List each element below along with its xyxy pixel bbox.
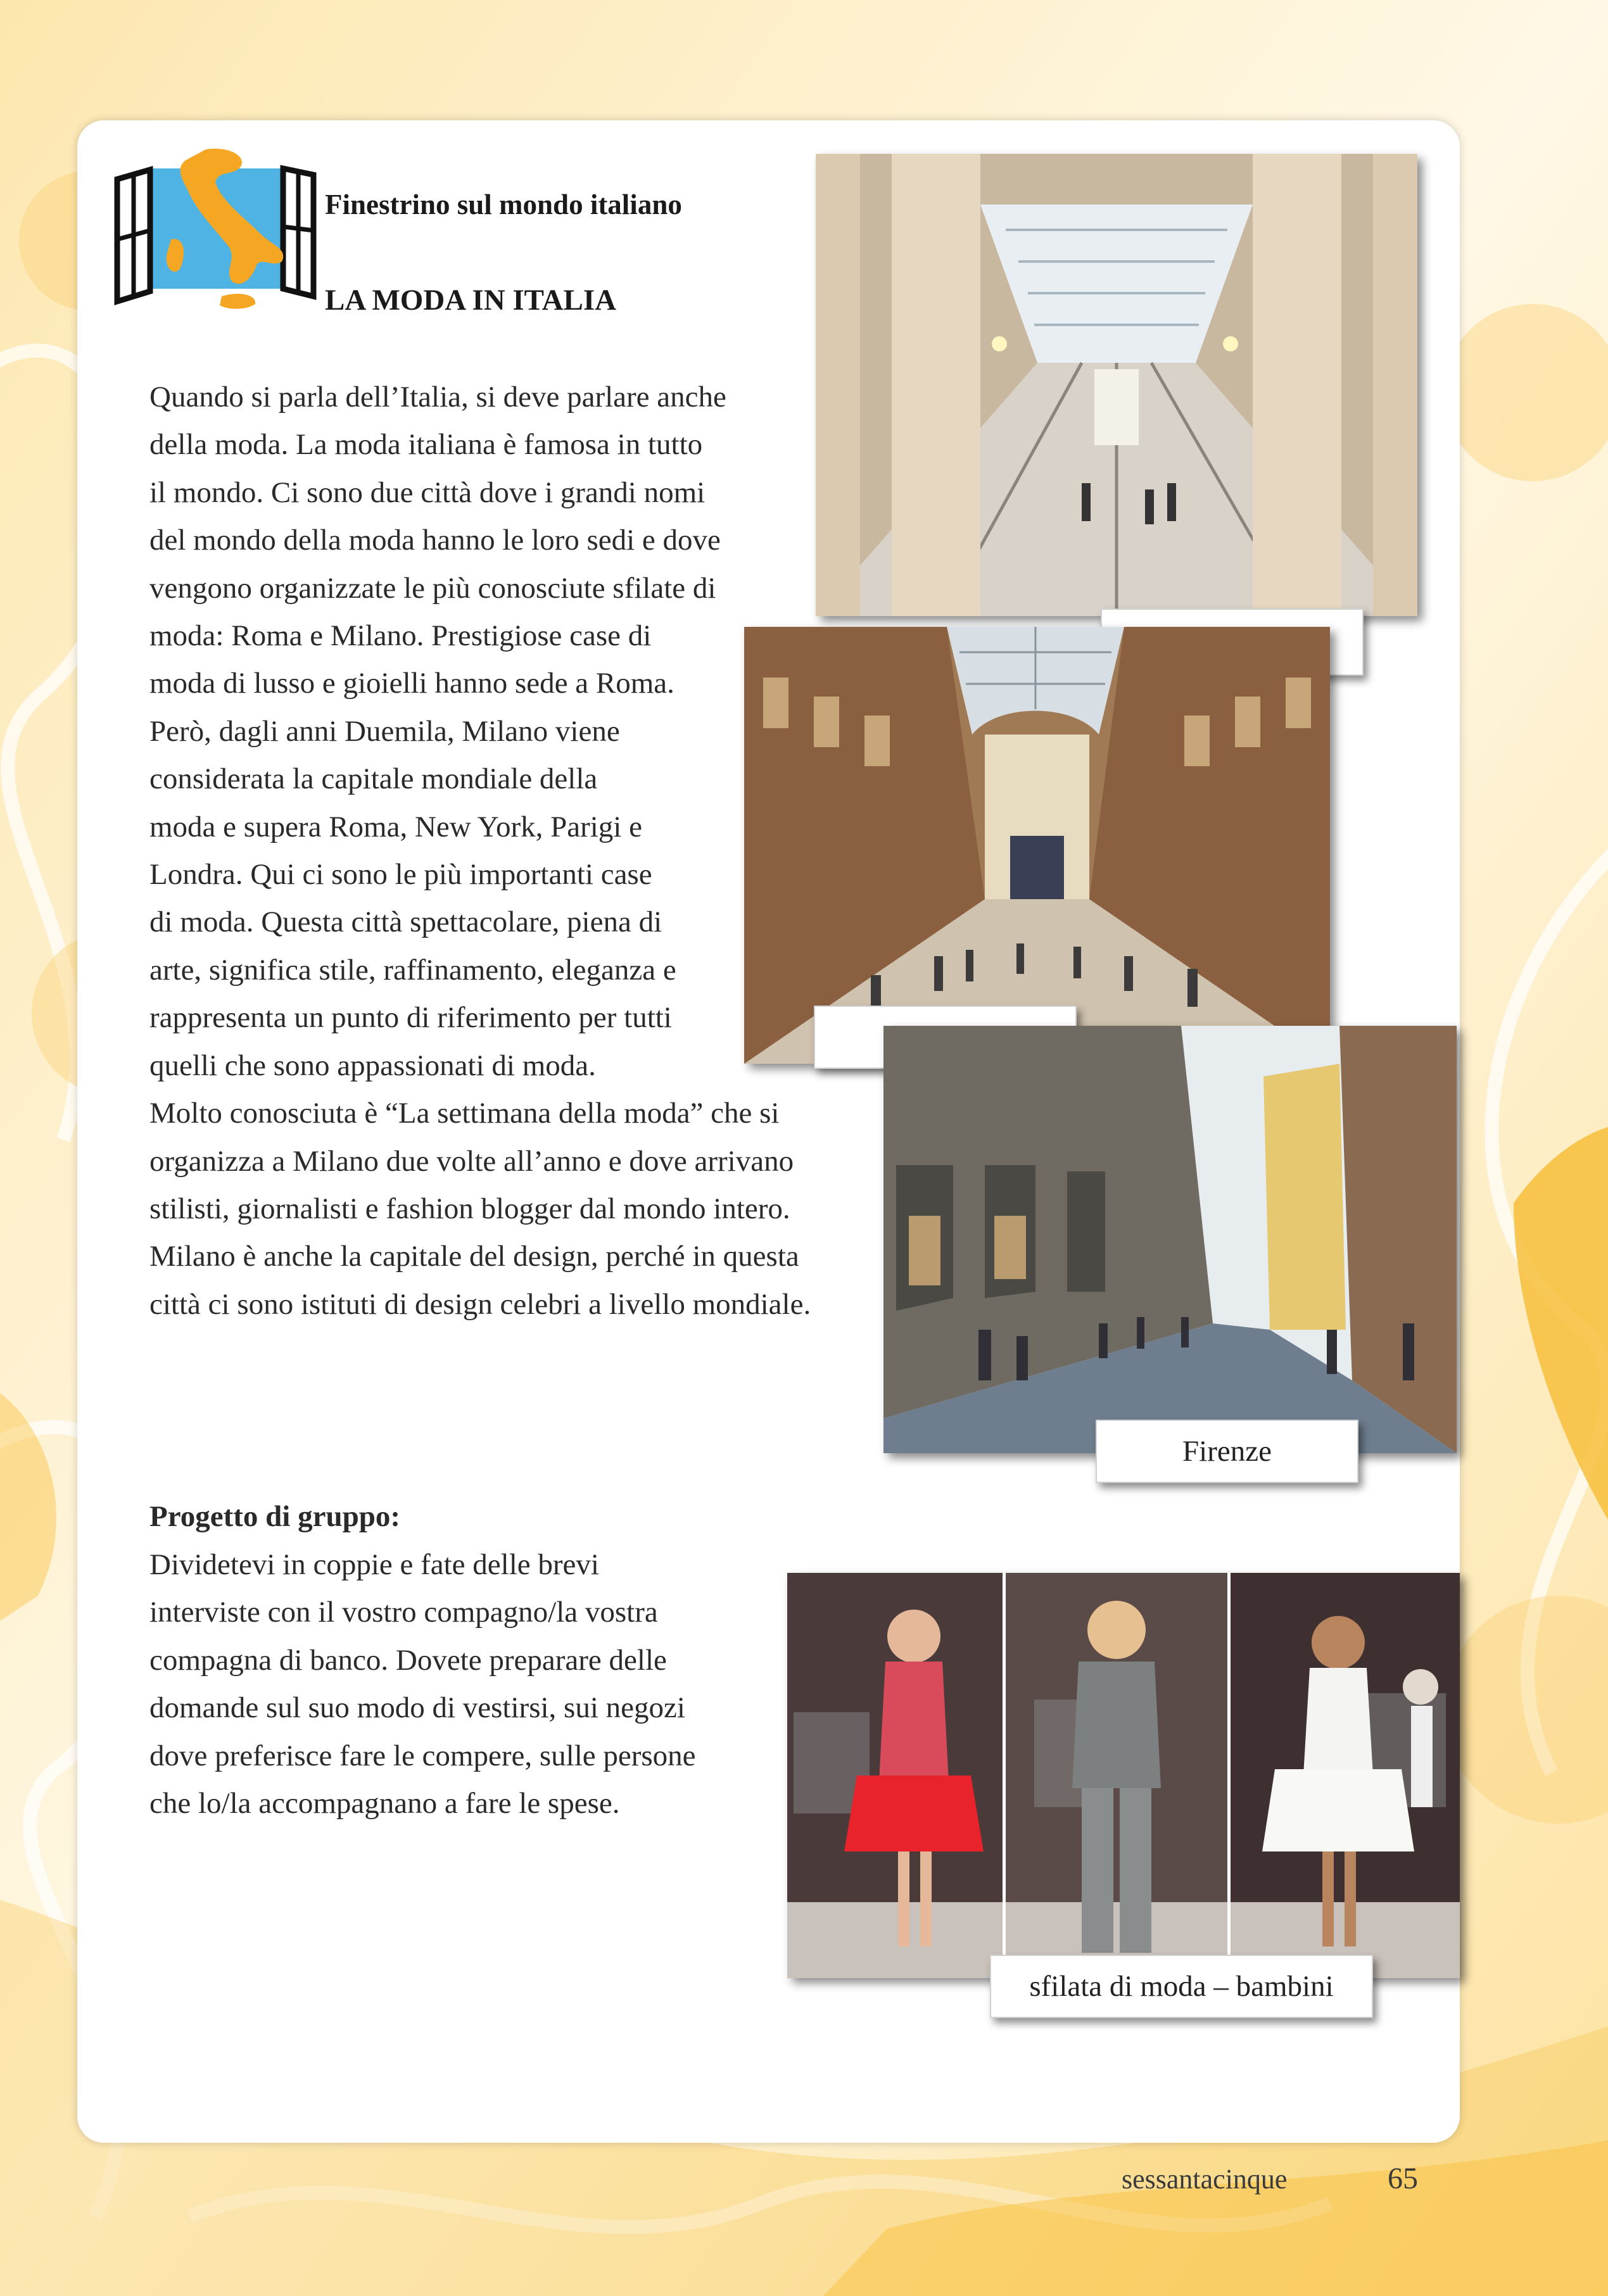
project-line: domande sul suo modo di vestirsi, sui negozi <box>149 1691 685 1725</box>
article-line: moda e supera Roma, New York, Parigi e <box>149 810 642 843</box>
article-line: il mondo. Ci sono due città dove i grandi nomi <box>149 476 706 509</box>
project-line: che lo/la accompagnano a fare le spese. <box>149 1787 620 1820</box>
article-line: Milano è anche la capitale del design, perché in questa <box>149 1240 799 1273</box>
article-line: Però, dagli anni Duemila, Milano viene <box>149 714 620 748</box>
article-line: rappresenta un punto di riferimento per tutti <box>149 1001 672 1035</box>
article-line: moda di lusso e gioielli hanno sede a Roma. <box>149 667 674 700</box>
article-line: arte, significa stile, raffinamento, eleganza e <box>149 953 676 987</box>
article-line: moda: Roma e Milano. Prestigiose case di <box>149 619 652 653</box>
page-number: 65 <box>1388 2162 1418 2195</box>
project-line: interviste con il vostro compagno/la vostra <box>149 1596 658 1629</box>
article-line: di moda. Questa città spettacolare, piena di <box>149 905 662 939</box>
page-number-word: sessantacinque <box>1122 2164 1288 2195</box>
article-line: del mondo della moda hanno le loro sedi e dove <box>149 524 721 557</box>
article-line: città ci sono istituti di design celebri a livello mondiale. <box>149 1287 811 1321</box>
article-line: organizza a Milano due volte all’anno e dove arrivano <box>149 1144 794 1178</box>
project-line: dove preferisce fare le compere, sulle persone <box>149 1739 696 1772</box>
bambini-photo <box>787 1573 1460 1978</box>
firenze-photo <box>883 1026 1457 1453</box>
firenze-caption: Firenze <box>1096 1420 1358 1483</box>
project-heading: Progetto di gruppo: <box>149 1500 401 1533</box>
italy-window-icon <box>111 144 320 315</box>
section-subtitle: Finestrino sul mondo italiano <box>325 189 682 220</box>
page-title: LA MODA IN ITALIA <box>325 284 617 317</box>
article-line: Quando si parla dell’Italia, si deve parlare anche <box>149 381 726 413</box>
project-line: Dividetevi in coppie e fate delle brevi <box>149 1548 599 1581</box>
article-text <box>149 374 811 1328</box>
article-line: quelli che sono appassionati di moda. <box>149 1049 596 1082</box>
article-line: vengono organizzate le più conosciute sfilate di <box>149 571 716 605</box>
trieste-photo <box>816 154 1417 616</box>
project-line: compagna di banco. Dovete preparare delle <box>149 1643 667 1677</box>
article-line: Londra. Qui ci sono le più importanti case <box>149 858 652 892</box>
project-text <box>149 1541 696 1827</box>
bambini-caption: sfilata di moda – bambini <box>990 1955 1373 2018</box>
article-line: della moda. La moda italiana è famosa in tutto <box>149 428 703 462</box>
article-line: considerata la capitale mondiale della <box>149 762 598 796</box>
milano-photo <box>744 627 1330 1064</box>
article-line: stilisti, giornalisti e fashion blogger dal mondo intero. <box>149 1192 790 1225</box>
article-line: Molto conosciuta è “La settimana della moda” che si <box>149 1097 780 1130</box>
